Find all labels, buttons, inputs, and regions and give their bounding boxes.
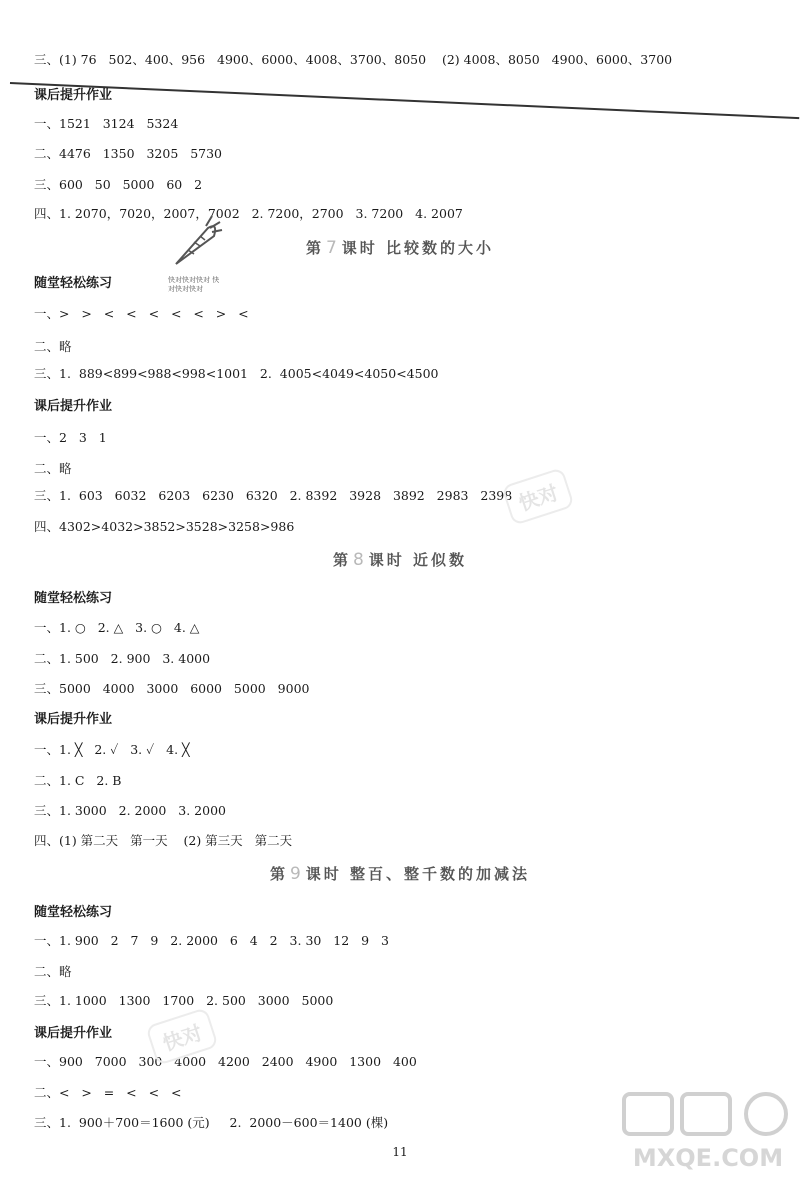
watermark: 快对	[501, 467, 575, 526]
answer-line: 一、1. ╳ 2. ✓ 3. ✓ 4. ╳	[34, 742, 190, 757]
answer-line: 三、5000 4000 3000 6000 5000 9000	[34, 681, 310, 696]
answer-line: 三、1. 889<899<988<998<1001 2. 4005<4049<4050<4500	[34, 366, 439, 381]
section-heading: 课后提升作业	[34, 1026, 113, 1041]
stamp-text: 快对快对快对 快对快对快对	[168, 276, 220, 293]
diagonal-rule-line	[10, 82, 799, 119]
page-number: 11	[392, 1145, 408, 1159]
answer-line: 四、1. 2070，7020，2007，7002 2. 7200，2700 3. 7200 4. 2007	[34, 206, 463, 221]
answer-line: 四、(1) 第二天 第一天 (2) 第三天 第二天	[34, 833, 293, 848]
lesson-title-9	[0, 864, 800, 884]
answer-line: 三、1. 3000 2. 2000 3. 2000	[34, 803, 226, 818]
answer-line: 二、略	[34, 461, 72, 476]
lesson-title-7	[0, 238, 800, 258]
watermark: 快对	[145, 1007, 219, 1066]
answer-line: 三、1. 900＋700＝1600 (元) 2. 2000－600＝1400 (棵)	[34, 1115, 389, 1130]
answer-line: 三、(1) 76 502、400、956 4900、6000、4008、3700、8050 (2) 4008、8050 4900、6000、3700	[34, 52, 673, 67]
lesson-number: 7	[325, 238, 340, 258]
answer-line: 一、> > < < < < < > <	[34, 306, 249, 321]
site-logo-text: MXQE.COM	[632, 1144, 784, 1172]
answer-line: 一、1. 900 2 7 9 2. 2000 6 4 2 3. 30 12 9 3	[34, 933, 389, 948]
answer-line: 二、< > = < < <	[34, 1085, 182, 1100]
lesson-name: 课时 近似数	[368, 551, 468, 569]
section-heading: 随堂轻松练习	[34, 276, 113, 291]
answer-line: 一、2 3 1	[34, 430, 107, 445]
lesson-number: 9	[289, 864, 304, 884]
lesson-prefix: 第	[269, 865, 288, 883]
answer-line: 二、1. 500 2. 900 3. 4000	[34, 651, 211, 666]
lesson-prefix: 第	[332, 551, 351, 569]
lesson-number: 8	[352, 550, 367, 570]
lesson-title-8	[0, 550, 800, 570]
answer-line: 一、900 7000 300 4000 4200 2400 4900 1300 400	[34, 1054, 417, 1069]
answer-line: 二、略	[34, 964, 72, 979]
answer-line: 二、1. C 2. B	[34, 773, 122, 788]
section-heading: 课后提升作业	[34, 399, 113, 414]
answer-line: 二、4476 1350 3205 5730	[34, 146, 223, 161]
section-heading: 随堂轻松练习	[34, 591, 113, 606]
answer-line: 三、1. 603 6032 6203 6230 6320 2. 8392 3928 3892 2983 2398	[34, 488, 513, 503]
site-logo-icon	[618, 1088, 798, 1178]
section-heading: 课后提升作业	[34, 712, 113, 727]
answer-line: 一、1. ○ 2. △ 3. ○ 4. △	[34, 620, 200, 635]
lesson-name: 课时 比较数的大小	[341, 239, 495, 257]
section-heading: 课后提升作业	[34, 88, 113, 103]
answer-line: 一、1521 3124 5324	[34, 116, 179, 131]
answer-line: 二、略	[34, 339, 72, 354]
answer-line: 三、1. 1000 1300 1700 2. 500 3000 5000	[34, 993, 334, 1008]
lesson-prefix: 第	[305, 239, 324, 257]
lesson-name: 课时 整百、整千数的加减法	[305, 865, 531, 883]
answer-line: 四、4302>4032>3852>3528>3258>986	[34, 519, 295, 534]
answer-line: 三、600 50 5000 60 2	[34, 177, 203, 192]
section-heading: 随堂轻松练习	[34, 905, 113, 920]
